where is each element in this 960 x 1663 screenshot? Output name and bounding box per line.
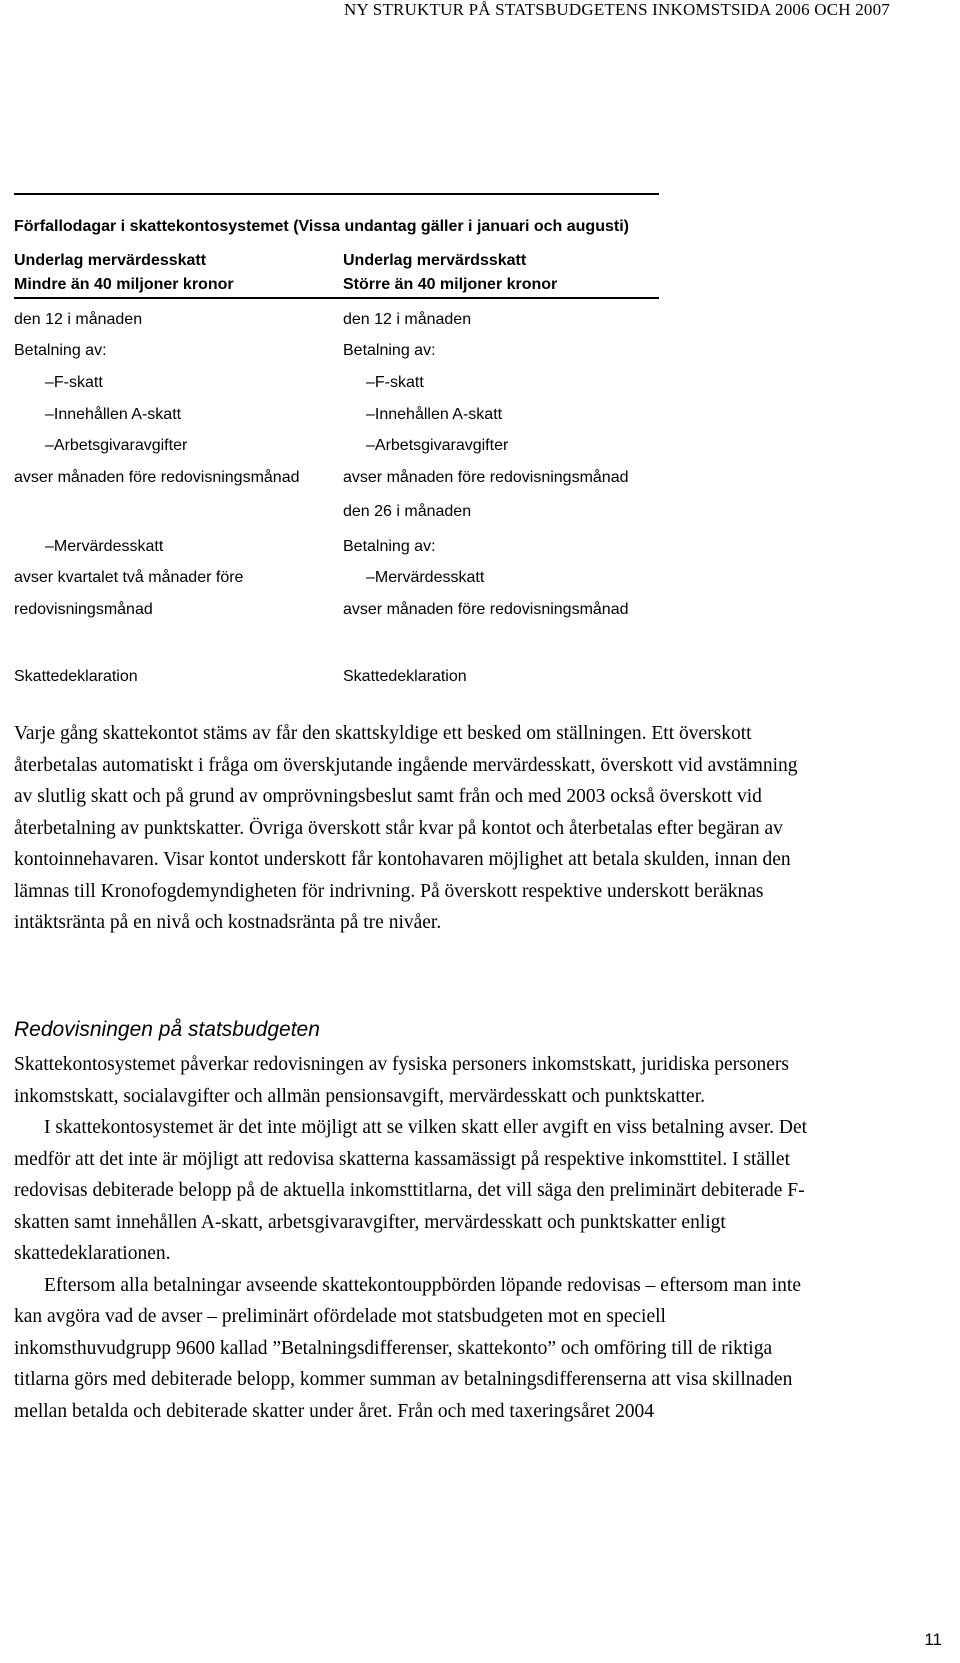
left-column-header [14, 249, 234, 297]
table-top-rule [14, 193, 659, 195]
right-cell: –Innehållen A-skatt [366, 406, 503, 423]
left-head-line-1: Underlag mervärdesskatt [14, 252, 207, 269]
right-cell: den 26 i månaden [343, 503, 472, 520]
table-header-rule [14, 297, 659, 299]
right-cell: –Arbetsgivaravgifter [366, 437, 509, 454]
paragraph-text: Varje gång skattekontot stäms av får den skattskyldige ett besked om ställningen. Ett överskott återbetalas automatiskt i fråga om överskjutande ingående mervärdesskatt, överskott vid avstämning av slutlig skatt och på grund av omprövningsbeslut samt från och med 2003 också överskott vid återbetalning av punktskatter. Övriga överskott står kvar på kontot och återbetalas efter begäran av kontoinnehavaren. Visar kontot underskott får kontohavaren möjlighet att betala skulden, innan den lämnas till Kronofogdemyndigheten för indrivning. På överskott respektive underskott beräknas intäktsränta på en nivå och kostnadsränta på tre nivåer. [14, 723, 798, 933]
left-cell: avser kvartalet två månader före [14, 569, 244, 586]
right-cell: –Mervärdesskatt [366, 569, 485, 586]
left-cell: –F-skatt [45, 374, 103, 391]
paragraph-text: Skattekontosystemet påverkar redovisningen av fysiska personers inkomstskatt, juridiska personers inkomstskatt, socialavgifter och allmän pensionsavgift, mervärdesskatt och punktskatter. [14, 1054, 789, 1107]
running-header: NY STRUKTUR PÅ STATSBUDGETENS INKOMSTSIDA 2006 OCH 2007 [344, 0, 890, 19]
left-cell: Skattedeklaration [14, 668, 138, 685]
right-column-header [343, 249, 557, 297]
paragraph-text: Eftersom alla betalningar avseende skattekontouppbörden löpande redovisas – eftersom man inte kan avgöra vad de avser – preliminärt ofördelade mot statsbudgeten mot en speciell inkomsthuvudgrupp 9600 kallad ”Betalningsdifferenser, skattekonto” och omföring till de riktiga titlarna görs med debiterade belopp, kommer summan av betalningsdifferenserna att visa skillnaden mellan betalda och debiterade skatter under året. Från och med taxeringsåret 2004 [14, 1274, 802, 1422]
right-cell: Betalning av: [343, 342, 436, 359]
left-cell: –Mervärdesskatt [45, 538, 164, 555]
right-cell: avser månaden före redovisningsmånad [343, 469, 629, 486]
right-cell: Betalning av: [343, 538, 436, 555]
right-cell: avser månaden före redovisningsmånad [343, 601, 629, 618]
left-cell: redovisningsmånad [14, 601, 153, 618]
right-head-line-1: Underlag mervärdsskatt [343, 252, 527, 269]
section-heading: Redovisningen på statsbudgeten [14, 1018, 320, 1041]
left-cell: –Innehållen A-skatt [45, 406, 182, 423]
page-number: 11 [924, 1630, 942, 1649]
paragraph-text: I skattekontosystemet är det inte möjligt att se vilken skatt eller avgift en viss betalning avser. Det medför att det inte är möjligt att redovisa skatterna kassamässigt på respektive inkomsttitel. I stället redovisas debiterade belopp på de aktuella inkomsttitlarna, det vill säga den preliminärt debiterade F-skatten samt innehållen A-skatt, arbetsgivaravgifter, mervärdesskatt och punktskatter enligt skattedeklarationen. [14, 1117, 808, 1264]
table-caption: Förfallodagar i skattekontosystemet (Vissa undantag gäller i januari och augusti) [14, 218, 629, 235]
body-paragraph-1 [14, 718, 814, 939]
left-cell: –Arbetsgivaravgifter [45, 437, 188, 454]
right-cell: Skattedeklaration [343, 668, 467, 685]
right-head-line-2: Större än 40 miljoner kronor [343, 276, 558, 293]
body-section [14, 1049, 814, 1427]
right-cell: den 12 i månaden [343, 311, 472, 328]
right-cell: –F-skatt [366, 374, 424, 391]
left-cell: den 12 i månaden [14, 311, 143, 328]
left-head-line-2: Mindre än 40 miljoner kronor [14, 276, 234, 293]
left-cell: avser månaden före redovisningsmånad [14, 469, 300, 486]
left-cell: Betalning av: [14, 342, 107, 359]
